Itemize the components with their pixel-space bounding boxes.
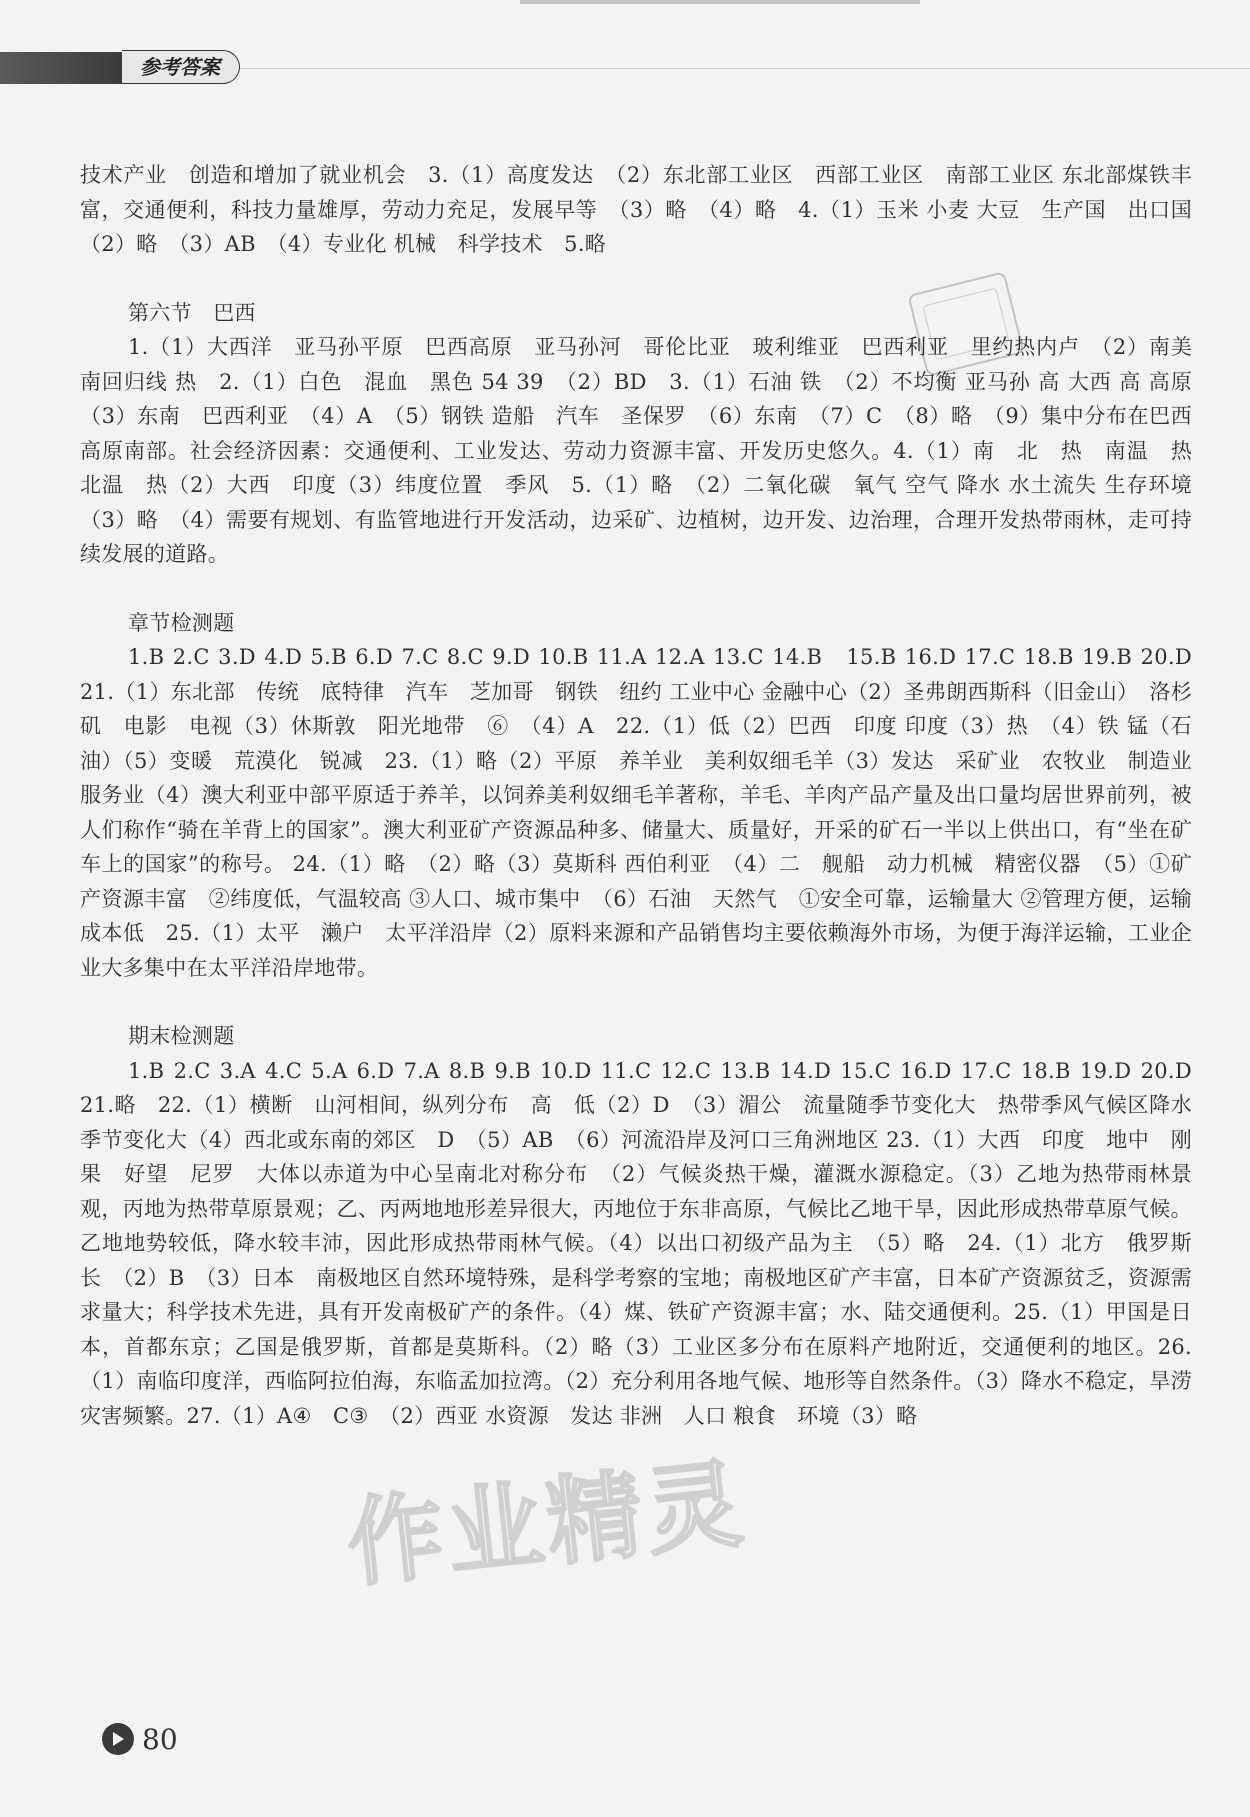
- page-header: [0, 48, 1250, 88]
- section-body-final-test: 1.B 2.C 3.A 4.C 5.A 6.D 7.A 8.B 9.B 10.D 11.C 12.C 13.B 14.D 15.C 16.D 17.C 18.B 19.D 20.D 21.略 22.（1）横断 山河相间，纵列分布 高 低（2）D （3）湄公 流量随季节变化大 热带季风气候区降水季节变化大（4）西北或东南的郊区 D （5）AB （6）河流沿岸及河口三角洲地区 23.（1）大西 印度 地中 刚果 好望 尼罗 大体以赤道为中心呈南北对称分布 （2）气候炎热干燥，灌溉水源稳定。（3）乙地为热带雨林景观，丙地为热带草原景观；乙、丙两地地形差异很大，丙地位于东非高原，气候比乙地干旱，因此形成热带草原气候。乙地地势较低，降水较丰沛，因此形成热带雨林气候。（4）以出口初级产品为主 （5）略 24.（1）北方 俄罗斯 长 （2）B （3）日本 南极地区自然环境特殊，是科学考察的宝地；南极地区矿产丰富，日本矿产资源贫乏，资源需求量大；科学技术先进，具有开发南极矿产的条件。（4）煤、铁矿产资源丰富；水、陆交通便利。25.（1）甲国是日本，首都东京；乙国是俄罗斯，首都是莫斯科。（2）略（3）工业区多分布在原料产地附近，交通便利的地区。26.（1）南临印度洋，西临阿拉伯海，东临孟加拉湾。（2）充分利用各地气候、地形等自然条件。（3）降水不稳定，旱涝灾害频繁。27.（1）A④ C③ （2）西亚 水资源 发达 非洲 人口 粮食 环境（3）略: [80, 1058, 1214, 1428]
- page-footer: [102, 1722, 178, 1756]
- answer-content: [80, 158, 1214, 1433]
- arrow-right-icon: [102, 1723, 134, 1755]
- spacer: [80, 572, 1192, 606]
- section-title-brazil: 第六节 巴西: [128, 300, 256, 325]
- header-dark-block: [0, 52, 128, 84]
- header-tab-label: 参考答案: [122, 50, 240, 84]
- page-top-shadow: [520, 0, 920, 4]
- section-body-chapter-test: 1.B 2.C 3.D 4.D 5.B 6.D 7.C 8.C 9.D 10.B 11.A 12.A 13.C 14.B 15.B 16.D 17.C 18.B 19.B 20.D 21.（1）东北部 传统 底特律 汽车 芝加哥 钢铁 纽约 工业中心 金融中心（2）圣弗朗西斯科（旧金山） 洛杉矶 电影 电视（3）休斯敦 阳光地带 ⑥ （4）A 22.（1）低（2）巴西 印度 印度（3）热 （4）铁 锰（石油）（5）变暖 荒漠化 锐减 23.（1）略（2）平原 养羊业 美利奴细毛羊（3）发达 采矿业 农牧业 制造业 服务业（4）澳大利亚中部平原适于养羊，以饲养美利奴细毛羊著称，羊毛、羊肉产品产量及出口量均居世界前列，被人们称作“骑在羊背上的国家”。澳大利亚矿产资源品种多、储量大、质量好，开采的矿石一半以上供出口，有“坐在矿车上的国家”的称号。 24.（1）略 （2）略（3）莫斯科 西伯利亚 （4）二 舰船 动力机械 精密仪器 （5）①矿产资源丰富 ②纬度低，气温较高 ③人口、城市集中 （6）石油 天然气 ①安全可靠，运输量大 ②管理方便，运输成本低 25.（1）太平 濑户 太平洋沿岸（2）原料来源和产品销售均主要依赖海外市场，为便于海洋运输，工业企业大多集中在太平洋沿岸地带。: [80, 645, 1214, 980]
- header-divider: [240, 68, 1250, 69]
- section-title-chapter-test: 章节检测题: [128, 610, 235, 635]
- spacer: [80, 985, 1192, 1019]
- section-title-final-test: 期末检测题: [128, 1024, 235, 1048]
- page-number: 80: [142, 1722, 178, 1756]
- section-body-brazil: 1.（1）大西洋 亚马孙平原 巴西高原 亚马孙河 哥伦比亚 玻利维亚 巴西利亚 里约热内卢 （2）南美 南回归线 热 2.（1）白色 混血 黑色 54 39 （2）BD 3.（1）石油 铁 （2）不均衡 亚马孙 高 大西 高 高原 （3）东南 巴西利亚 （4）A （5）钢铁 造船 汽车 圣保罗 （6）东南 （7）C （8）略 （9）集中分布在巴西高原南部。社会经济因素：交通便利、工业发达、劳动力资源丰富、开发历史悠久。4.（1）南 北 热 南温 热 北温 热（2）大西 印度（3）纬度位置 季风 5.（1）略 （2）二氧化碳 氧气 空气 降水 水土流失 生存环境 （3）略 （4）需要有规划、有监管地进行开发活动，边采矿、边植树，边开发、边治理，合理开发热带雨林，走可持续发展的道路。: [80, 335, 1214, 566]
- spacer: [80, 262, 1192, 296]
- watermark-logo: 作业精灵: [342, 1447, 752, 1601]
- intro-paragraph: 技术产业 创造和增加了就业机会 3.（1）高度发达 （2）东北部工业区 西部工业区 南部工业区 东北部煤铁丰富，交通便利，科技力量雄厚，劳动力充足，发展早等 （3）略 （4）略 4.（1）玉米 小麦 大豆 生产国 出口国 （2）略 （3）AB （4）专业化 机械 科学技术 5.略: [80, 163, 1214, 256]
